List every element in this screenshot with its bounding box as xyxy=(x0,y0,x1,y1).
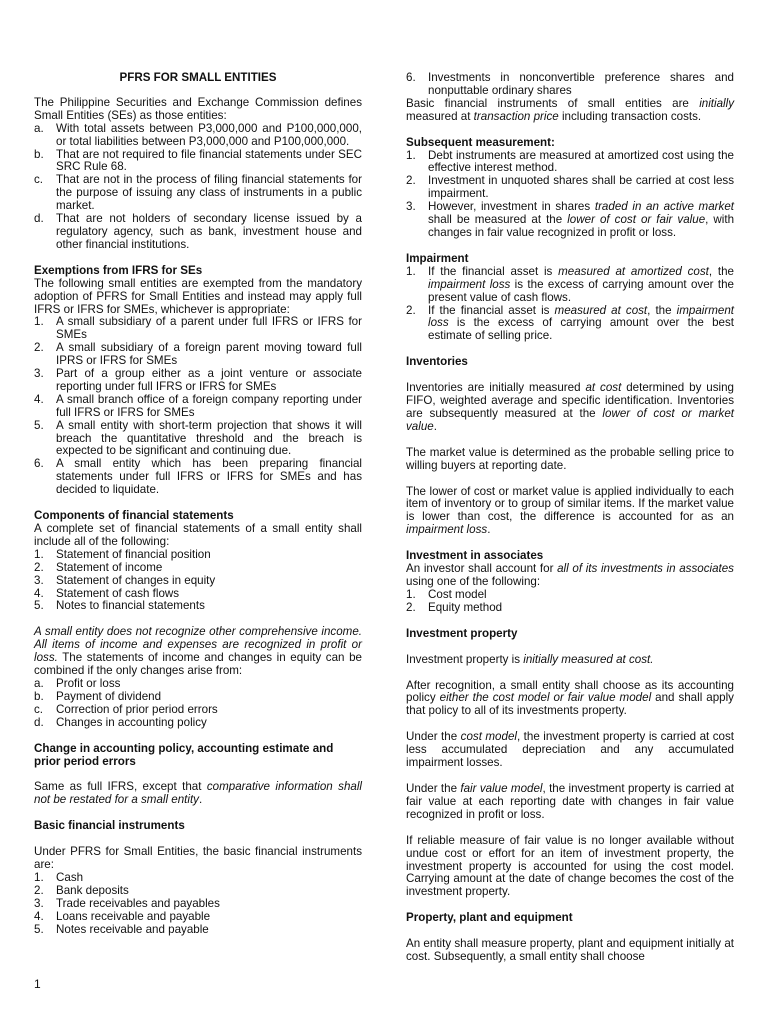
change-policy-heading: Change in accounting policy, accounting estimate and prior period errors xyxy=(34,741,334,768)
exemptions-list xyxy=(34,316,362,497)
list-item-text: That are not in the process of filing financial statements for the purpose of issuing any class of instruments in a public market. xyxy=(56,173,362,213)
inventories-paragraph-2: The market value is determined as the probable selling price to willing buyers at reporting date. xyxy=(406,445,734,472)
list-item-text: Cash xyxy=(56,870,84,884)
list-marker: b. xyxy=(34,689,44,703)
subsequent-measurement-heading: Subsequent measurement: xyxy=(406,135,555,149)
list-marker: d. xyxy=(34,212,44,226)
list-item-text: Changes in accounting policy xyxy=(56,715,207,729)
investment-property-paragraph-3: Under the cost model, the investment property is carried at cost less accumulated depreciation and any accumulated impairment losses. xyxy=(406,730,734,770)
associates-heading: Investment in associates xyxy=(406,549,544,563)
associates-list xyxy=(406,589,734,615)
list-item-text: Loans receivable and payable xyxy=(56,909,211,923)
impairment-heading: Impairment xyxy=(406,251,469,265)
list-item-text: Statement of income xyxy=(56,560,163,574)
list-item-text: A small entity which has been preparing financial statements under full IFRS or IFRS for SMEs and has decided to liquidate. xyxy=(56,457,362,497)
investment-property-heading: Investment property xyxy=(406,626,518,640)
list-marker: 2. xyxy=(406,600,416,614)
list-item xyxy=(34,316,362,342)
list-item-text: Trade receivables and payables xyxy=(56,896,220,910)
list-item-text: Cost model xyxy=(428,587,487,601)
list-marker: 1. xyxy=(34,315,44,329)
impairment-list xyxy=(406,266,734,343)
list-item xyxy=(34,368,362,394)
list-marker: 5. xyxy=(34,418,44,432)
components-intro: A complete set of financial statements of a small entity shall include all of the following: xyxy=(34,522,362,548)
list-item-text: Notes receivable and payable xyxy=(56,922,209,936)
list-item: 6. Investments in nonconvertible preference shares and nonputtable ordinary shares xyxy=(406,71,734,97)
list-marker: 3. xyxy=(34,573,44,587)
list-item xyxy=(34,213,362,252)
investment-property-paragraph-4: Under the fair value model, the investment property is carried at fair value at each reporting date with changes in fair value recognized in profit or loss. xyxy=(406,781,734,821)
list-item-text: Bank deposits xyxy=(56,883,129,897)
list-item xyxy=(34,394,362,420)
page-title: PFRS FOR SMALL ENTITIES xyxy=(119,71,277,84)
inventories-heading: Inventories xyxy=(406,355,468,369)
list-marker: 2. xyxy=(34,341,44,355)
components-list xyxy=(34,549,362,614)
entity-criteria-list xyxy=(34,123,362,252)
list-marker: 6. xyxy=(34,457,44,471)
list-marker: 3. xyxy=(34,896,44,910)
left-column xyxy=(34,72,362,936)
list-marker: c. xyxy=(34,702,44,716)
list-marker: 4. xyxy=(34,586,44,600)
list-item-text: Statement of changes in equity xyxy=(56,573,216,587)
list-item xyxy=(34,149,362,175)
list-item xyxy=(34,458,362,497)
list-item xyxy=(406,602,734,615)
list-marker: 1. xyxy=(406,587,416,601)
list-item: 2. Investment in unquoted shares shall be carried at cost less impairment. xyxy=(406,174,734,201)
initial-measurement-text: Basic financial instruments of small entities are initially measured at transaction price including transaction costs. xyxy=(406,96,734,123)
list-marker: 4. xyxy=(34,392,44,406)
list-item: 1. Debt instruments are measured at amortized cost using the effective interest method. xyxy=(406,148,734,175)
list-item-text: Profit or loss xyxy=(56,676,121,690)
components-heading: Components of financial statements xyxy=(34,509,234,523)
list-item: 2. If the financial asset is measured at cost, the impairment loss is the excess of carrying amount over the best estimate of selling price. xyxy=(406,303,734,343)
basic-instruments-list-continued xyxy=(406,72,734,98)
list-marker: 2. xyxy=(34,560,44,574)
list-marker: 1. xyxy=(34,870,44,884)
list-marker: 3. xyxy=(34,367,44,381)
list-item: 1. If the financial asset is measured at amortized cost, the impairment loss is the excess of carrying amount over the present value of cash flows. xyxy=(406,264,734,304)
inventories-paragraph-3: The lower of cost or market value is applied individually to each item of inventory or to group of similar items. If the market value is lower than cost, the difference is accounted for as an impairment loss. xyxy=(406,484,734,537)
exemptions-intro: The following small entities are exempted from the mandatory adoption of PFRS for Small Entities and instead may apply full IFRS or IFRS for SMEs, whichever is appropriate: xyxy=(34,276,362,316)
list-item-text: Part of a group either as a joint venture or associate reporting under full IFRS or IFRS for SMEs xyxy=(56,367,362,393)
investment-property-paragraph-2: After recognition, a small entity shall choose as its accounting policy either the cost model or fair value model and shall apply that policy to all of its investments property. xyxy=(406,678,734,718)
list-item xyxy=(34,123,362,149)
subsequent-measurement-list xyxy=(406,150,734,240)
list-item-text: A small subsidiary of a foreign parent moving toward full IPRS or IFRS for SMEs xyxy=(56,341,362,368)
list-marker: 4. xyxy=(34,909,44,923)
list-item-text: A small branch office of a foreign company reporting under full IFRS or IFRS for SMEs xyxy=(56,392,362,419)
list-item-text: Correction of prior period errors xyxy=(56,702,218,716)
basic-instruments-intro: Under PFRS for Small Entities, the basic financial instruments are: xyxy=(34,845,362,872)
ppe-heading: Property, plant and equipment xyxy=(406,911,573,925)
list-marker: 2. xyxy=(34,883,44,897)
basic-instruments-heading: Basic financial instruments xyxy=(34,819,185,833)
list-item xyxy=(34,924,362,937)
list-marker: 1. xyxy=(34,547,44,561)
ppe-paragraph: An entity shall measure property, plant and equipment initially at cost. Subsequently, a small entity shall choose xyxy=(406,937,734,964)
list-item xyxy=(34,600,362,613)
list-item-text: A small subsidiary of a parent under full IFRS or IFRS for SMEs xyxy=(56,315,362,342)
list-item-text: Notes to financial statements xyxy=(56,599,205,613)
basic-instruments-list xyxy=(34,872,362,937)
investment-property-paragraph-5: If reliable measure of fair value is no longer available without undue cost or effort for an item of investment property, the investment property is accounted for using the cost model. Carrying amount at the date of change becomes the cost of the investment property. xyxy=(406,833,734,899)
list-marker: 5. xyxy=(34,922,44,936)
list-marker: a. xyxy=(34,676,44,690)
intro-paragraph: The Philippine Securities and Exchange Commission defines Small Entities (SEs) as those entities: xyxy=(34,95,362,122)
list-item-text: Payment of dividend xyxy=(56,689,162,703)
list-item-text: That are not required to file financial statements under SEC SRC Rule 68. xyxy=(56,147,362,174)
page-number: 1 xyxy=(34,977,41,991)
right-column xyxy=(406,72,734,964)
investment-property-paragraph-1: Investment property is initially measured at cost. xyxy=(406,652,654,666)
list-item-text: Statement of cash flows xyxy=(56,586,180,600)
list-marker: b. xyxy=(34,147,44,161)
oci-paragraph: A small entity does not recognize other comprehensive income. All items of income and expenses are recognized in profit or loss. The statements of income and changes in equity can be combined if the only changes arise from: xyxy=(34,625,362,678)
list-item xyxy=(34,342,362,368)
change-policy-text: Same as full IFRS, except that comparative information shall not be restated for a small entity. xyxy=(34,780,362,807)
list-marker: 5. xyxy=(34,599,44,613)
list-item-text: A small entity with short-term projection that shows it will breach the quantitative threshold and the breach is expected to be significant and continuing due. xyxy=(56,418,362,458)
list-marker: c. xyxy=(34,173,44,187)
list-marker: a. xyxy=(34,121,44,135)
list-item: 3. However, investment in shares traded in an active market shall be measured at the lower of cost or fair value, with changes in fair value recognized in profit or loss. xyxy=(406,200,735,239)
list-marker: d. xyxy=(34,715,44,729)
list-item xyxy=(34,420,362,459)
list-item-text: Equity method xyxy=(428,600,503,614)
associates-paragraph: An investor shall account for all of its investments in associates using one of the following: xyxy=(406,562,734,588)
inventories-paragraph-1: Inventories are initially measured at cost determined by using FIFO, weighted average and specific identification. Inventories are subsequently measured at the lower of cost or market value. xyxy=(406,381,734,433)
changes-list xyxy=(34,678,362,730)
list-item xyxy=(34,174,362,213)
list-item-text: Statement of financial position xyxy=(56,547,211,561)
list-item-text: That are not holders of secondary license issued by a regulatory agency, such as bank, investment house and other financial institutions. xyxy=(56,212,362,251)
list-item-text: With total assets between P3,000,000 and P100,000,000, or total liabilities between P3,000,000 and P100,000,000. xyxy=(56,121,362,148)
list-item xyxy=(34,717,362,730)
exemptions-heading: Exemptions from IFRS for SEs xyxy=(34,263,203,277)
